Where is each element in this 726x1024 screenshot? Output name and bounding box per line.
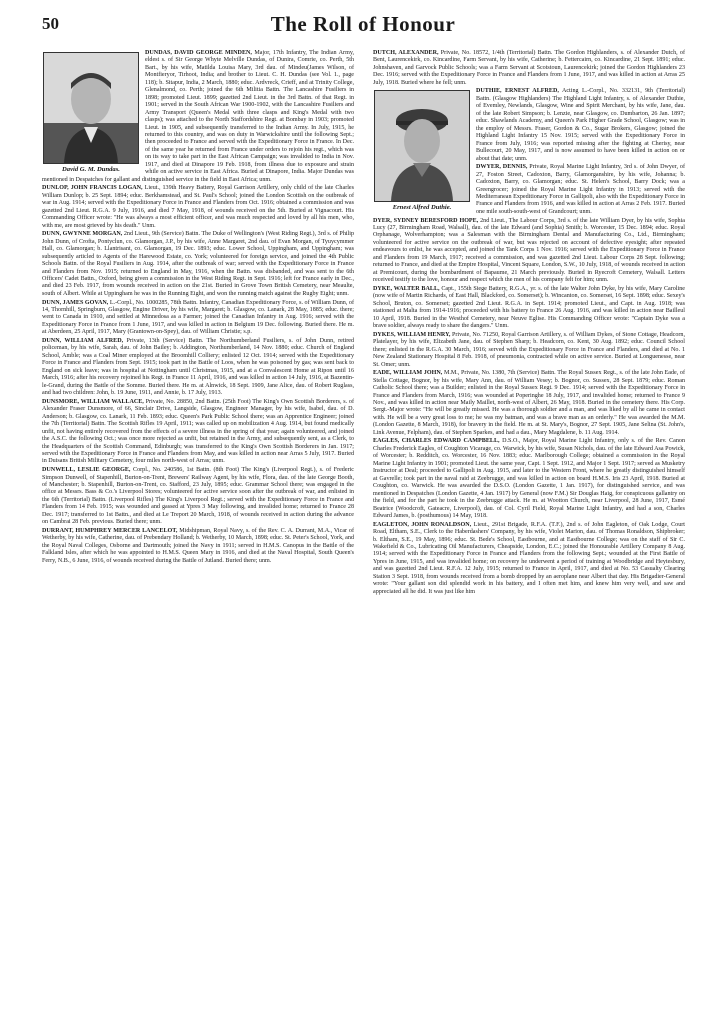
entry-text: Acting L.-Corpl., No. 332131, 9th (Territorial) Battn. (Glasgow Highlanders) The Highland Light Infantry, s. of Alexander Duthie, of Evemley, Newlands, Glasgow, Wine and Spirit Merchant, by his wife, Jane, dau. of the late Robert Simpson; b. Lenzie, near Glasgow, co. Dumbarton, 26 Jan. 1897; educ. Shawlands Academy, and Queen's Park Higher Grade School, Glasgow; was in the employ of Messrs. Fraser, Gordon & Co., Sugar Brokers, Glasgow; joined the Highland Light Infantry 15 Nov. 1915; served with the Expeditionary Force in France from July, 1916; was reported missing after the fighting at Cherisy, near Bullecourt, 20 May, 1917, and is now assumed to have been killed in action on or about that date; unm. xyxy=(476,88,685,162)
entry-name: DWYER, DENNIS, xyxy=(476,164,528,171)
entry-text: M.M., Private, No. 1380, 7th (Service) Battn. The Royal Sussex Regt., s. of the late John Eade, of Stella Cottage, Bognor, by his wife, Mary Ann, dau. of William Vesey; b. Bognor, co. Sussex, 28 Sept. 1879; educ. Roman Catholic School there; was a Builder; enlisted in the Royal Sussex Regt. 9 Dec. 1914; served with the Expeditionary Force in France and Flanders from March, 1916; was wounded at Poperinghe 18 July, 1917, and invalided home; returned to France 9 Nov., and was killed in action near Maily Maillet, north-west of Albert, 26 May, 1918. Buried in the cemetery there. His Corp. Sergt.-Major wrote: "He will be greatly missed. He was a thorough soldier and a man, and was liked by all he came in contact with. He will be a very great loss to me; he was my batman, and was a brave man as an orderly." He was awarded the M.M. (London Gazette, 8 March, 1918), for bravery in the field. He m. at St. Mary's, Bognor, 27 Sept. 1905, Jane Selina (St. John's, Link Avenue, Felpham), dau. of Stephen Sparkes, and had a dau., Mary Magdalene, b. 11 Aug. 1914. xyxy=(373,370,685,436)
entry-text: D.S.O., Major, Royal Marine Light Infantry, only s. of the Rev. Canon Charles Frederick Eagles, of Coughton Vicarage, co. Warwick, by his wife, Susan Nichols, dau. of the late Edward Asa Powick, of Worcester; b. Redditch, co. Worcester, 16 Nov. 1883; educ. Marlborough College; obtained a commission in the Royal Marine Light Infantry in 1901; promoted Lieut. the same year, Capt. 1 Sept. 1912, and Major 1 Sept. 1917; served as Musketry Instructor at Deal; proceeded to Gallipoli in Aug. 1915, and later to the Western Front, where he greatly distinguished himself at Gavrelle; took part in the naval raid at Zeebrugge, and was killed in action on board H.M.S. Iris 23 April, 1918. Buried at Coughton, co. Warwick. He was awarded the D.S.O. (London Gazette, 1 Jan. 1917), for distinguished service, and was mentioned in Despatches (London Gazette, 4 Jan. 1917) by General (now F.M.) Sir Douglas Haig, for conspicuous gallantry on the field, and for the part he took in the Zeebrugge attack. He m. at Wootton Church, near Liverpool, 28 June, 1917, Esmé Beatrice (Woodcroft, Gateacre, Liverpool), dau. of Col. Cyril Field, Royal Marine Light Infantry, and had a son, Charles Edward James, b. (posthumous) 14 May, 1918. xyxy=(373,438,685,519)
portrait-photo xyxy=(43,52,139,164)
entry-name: DUTHIE, ERNEST ALFRED, xyxy=(476,88,559,95)
entry-eagles xyxy=(373,438,685,520)
entry-dunn-gwynne xyxy=(42,231,354,298)
entry-dutch xyxy=(373,50,685,87)
entry-dyer xyxy=(373,218,685,285)
entry-name: DYKE, WALTER BALL, xyxy=(373,285,440,292)
entry-text: Capt., 155th Siege Battery, R.G.A., yr. s. of the late Walter John Dyke, by his wife, Mary Caroline (now wife of Martin Richards, of East Hall, Blackford, co. Somerset); b. Wincanton, co. Somerset, 16 Sept. 1898; educ. Sexey's School, Bruton, co. Somerset; gazetted 2nd Lieut. R.G.A. in Sept. 1914; promoted Lieut., and Capt. in Aug. 1918; was stationed at Malta from 1914-1916; proceeded with his battery to France 26 Aug. 1916, and was killed in action near Bailleul 10 April, 1918. Buried in the Westhof Cemetery, near Neuve Eglise. His Commanding Officer wrote: "Captain Dyke was a brave soldier, always ready to share the dangers." Unm. xyxy=(373,285,685,330)
entry-dunn-william xyxy=(42,338,354,398)
page-title: The Roll of Honour xyxy=(270,12,456,36)
entry-name: EAGLETON, JOHN RONALDSON, xyxy=(373,521,472,528)
entry-name: DUNN, JAMES GOVAN, xyxy=(42,299,109,306)
entry-text: Private, No. 18572, 1/4th (Territorial) Battn. The Gordon Highlanders, s. of Alexander Dutch, of Bent, Laurencekirk, co. Kincardine, Farm Servant, by his wife, Catherine; b. Fettercairn, co. Kincardine, 21 Sept. 1891; educ. Johnshaven, and Garvock Public Schools; was a Farm Servant at Scotstoun, Laurencekirk; joined the Gordon Highlanders 23 Dec. 1916; served with the Expeditionary Force in France and Flanders from 1 June, 1917, and was killed in action at Arras 25 July, 1918. Buried where he fell; unm. xyxy=(373,50,685,86)
entry-dunwell xyxy=(42,467,354,527)
portrait-duthie xyxy=(373,90,471,211)
entry-eagleton xyxy=(373,522,685,597)
entry-text: Private, Royal Marine Light Infantry, 3rd s. of John Dwyer, of 27, Foston Street, Cadoxton, Barry, Glamorganshire, by his wife, Johanna; b. Cadoxton, Barry, co. Glamorgan; educ. St. Helen's School, Barry Dock; was a Greengrocer; joined the Royal Marine Light Infantry in 1913; served with the Mediterranean Expeditionary Force in Gallipoli, also with the Expeditionary Force in France and Flanders from 1916, and was killed in action at Arras 2 Feb. 1917. Buried one mile south-south-west of Grandcourt; unm. xyxy=(476,164,685,215)
entry-dyke xyxy=(373,286,685,331)
portrait-caption: David G. M. Dundas. xyxy=(62,166,120,173)
right-column xyxy=(373,50,685,597)
portrait-dundas xyxy=(42,52,140,173)
portrait-caption: Ernest Alfred Duthie. xyxy=(392,204,452,212)
entry-text: Lieut., 139th Heavy Battery, Royal Garrison Artillery, only child of the late Charles William Dunlop; b. 25 Sept. 1894; educ. Berkhamstead, and St. Paul's School; joined the London Scottish on the outbreak of war in Aug. 1914; served with the Expeditionary Force in France and Flanders from Oct. 1916; obtained a commission and was gazetted 2nd Lieut. R.G.A. 9 July, 1916, and died 7 May, 1918, of wounds received on the 5th. Buried at Vignacourt. His Commanding Officer wrote: "He was always a most efficient officer, and was much respected and loved by all his men, who, with me, are most grieved by his death." Unm. xyxy=(42,185,354,229)
entry-text: Lieut., 291st Brigade, R.F.A. (T.F.), 2nd s. of John Eagleton, of Oak Lodge, Court Road, Eltham, S.E., Clerk to the Haberdashers' Company, by his wife, Violet Marion, dau. of Thomas Ronaldson, Shipbroker; b. Eltham, S.E., 19 May, 1896; educ. St. Bede's School, Eastbourne, and at Eastbourne College; was on the staff of Sir C. Wakefield & Co., Lubricating Oil Manufacturers, Cheapside, London, E.C.; joined the Honourable Artillery Company 8 Aug. 1914; served with the Expeditionary Force in France and Flanders from the following Sept.; wounded at the First Battle of Ypres in June, 1915, and was invalided home; on recovery he underwent a period of training at Woodbridge and Heytesbury, and was gazetted 2nd Lieut. R.F.A. 12 July, 1915; returned to France in April, 1917, and died at No. 53 Casualty Clearing Station 3 Sept. 1918, from wounds received from a bomb dropped by an aeroplane near Albert that day. His Brigadier-General wrote: "Your gallant son did splendid work in his battery, and I often met him, and knew him very well, and saw and appreciated all he did. It was just like him xyxy=(373,521,685,595)
left-column xyxy=(42,50,354,566)
entry-dunsmore xyxy=(42,399,354,466)
entry-name: EAGLES, CHARLES EDWARD CAMPBELL, xyxy=(373,438,500,445)
entry-name: DUNN, WILLIAM ALFRED, xyxy=(42,337,124,344)
page-header xyxy=(42,10,684,38)
entry-text: Major, 17th Infantry, The Indian Army, eldest s. of Sir George Whyte Melville Dundas, of Dunira, Comrie, co. Perth, 5th Bart., by his wife, Matilda Louisa Mary, 3rd dau. of Mindeu(James Wilson, of Montfieryor, Tirhoot, India; and brother to Lieut. C. H. Dundas (see Vol. 1., page 118); b. Sitapur, India, 2 March, 1880; educ. Ardvreck, Crieff, and at Trinity College, Glenalmond, co. Perth; joined the 6th Militia Battn. The Lancashire Fusiliers in 1898; promoted Lieut. 1899; gazetted 2nd Lieut. in the 3rd Battn. of that Regt. in 1901; served in the South African War 1900-1902, with the Lancashire Fusiliers and Army Transport (Queen's Medal with three clasps and King's Medal with two clasps); was attached to the North Staffordshire Regt. at Bombay in 1903; promoted Lieut. in 1905, and subsequently transferred to the Indian Army. In July, 1915, he returned to this country, and was on duty in Warwickshire until the following Sept.; then proceeded to France and served with the Expeditionary Force in France. In Dec. of the same year he returned from France under orders to rejoin his regt., which was on its way to take part in the East African Campaign; was invalided to India in Nov. 1917, and died at Dinapore 19 Feb. 1918, from illness due to exposure and strain while on active service in East Africa. Buried at Dinapore, India. Major Dundas was mentioned in Despatches for gallant and distinguished service in the field in East Africa; unm. xyxy=(42,50,354,183)
entry-text: Private, 13th (Service) Battn. The Northumberland Fusiliers, s. of John Dunn, retired policeman, by his wife, Sarah, dau. of John Bailey; b. Addington, Northumberland, 14 Nov. 1880; educ. Church of England School, Amble; was a Coal Miner employed at the Broomhill Colliery; enlisted 12 Oct. 1914; served with the Expeditionary Force in France and Flanders from Sept. 1915; took part in the Battle of Loos, when he was poisoned by gas; was sent back to England on sick leave; was in hospital at Nottingham until Christmas, 1915, and at a Convalescent Home at Ripon until 16 March, 1916; after his recovery rejoined his Regt. in France 11 April, 1916, and was killed in action 14 July, 1916, at Bazentin-le-Grand, during the Battle of the Somme. Buried there. He m. at Alnwick, 18 Sept. 1909, Jane Alice, dau. of Robert Ruglass, and had two children: John, b. 19 June, 1911, and Annie, b. 17 July, 1913. xyxy=(42,337,354,397)
entry-durrant xyxy=(42,528,354,565)
page-number: 50 xyxy=(42,14,59,33)
entry-text: Corpl., No. 240586, 1st Battn. (8th Foot) The King's (Liverpool Regt.), s. of Frederic Simpson Dunwell, of Stapenhill, Burton-on-Trent, Brewers' Railway Agent, by his wife, Flora, dau. of the late George Booth, of Manchester; b. Stapenhill, Burton-on-Trent, co. Stafford, 23 July, 1895; educ. Grammar School there; was engaged in the office at Messrs. Bass & Co.'s Liverpool Stores; volunteered for active service soon after the outbreak of war, and enlisted in the 6th (Territorial) Battn. (Liverpool Rifles) The King's Liverpool Regt.; served with the Expeditionary Force in France and Flanders from 14 Feb. 1915; was wounded and gassed at Ypres 3 May following, and invalided home; returned to France 28 Dec. 1917; transferred to 1st Battn., and died at Le Treport 20 March, 1918, of wounds received in action during the advance on Cambrai 28 Feb. previous. Buried there; unm. xyxy=(42,467,354,526)
entry-name: DUTCH, ALEXANDER, xyxy=(373,50,439,56)
portrait-photo xyxy=(374,90,470,202)
entry-dunlop xyxy=(42,185,354,230)
entry-name: DURRANT, HUMPHREY MERCER LANCELOT, xyxy=(42,527,178,534)
entry-name: DUNN, GWYNNE MORGAN, xyxy=(42,231,123,238)
entry-name: DUNDAS, DAVID GEORGE MINDEN, xyxy=(145,50,252,56)
entry-name: DUNLOP, JOHN FRANCIS LOGAN, xyxy=(42,185,143,192)
entry-name: DYER, SYDNEY BERESFORD HOPE, xyxy=(373,217,479,224)
entry-text: 2nd Lieut., The Labour Corps, 3rd s. of the late William Dyer, by his wife, Sophia Lucy (27, Birmingham Road, Walsall), dau. of the late Edward (and Sophia) Smith; b. Worcester, 15 Dec. 1894; educ. Royal Orphanage, Wolverhampton; was a Salesman with the Birmingham Dental and Manufacturing Co., Ltd., Birmingham; volunteered for active service on the outbreak of war, but was rejected on account of defective eyesight; after repeated endeavours to enlist, he was accepted, and joined the Tank Corps 1 Nov. 1916; served with the Expeditionary Force in France and Flanders from 19 March, 1917; received a commission, and was gazetted 2nd Lieut. Labour Corps 28 Sept. following; returned to France, and died at the Empire Hospital, Vincent Square, London, S.W., 10 July, 1918, of wounds received in action at Premicourt, during the bombardment of Bapaume, 21 March previously. Buried in Ryecroft Cemetery, Walsall. Letters received testify to the love, honour and respect which the men of his company felt for him; unm. xyxy=(373,217,686,284)
entry-name: DYKES, WILLIAM HENRY, xyxy=(373,331,451,338)
entry-text: Private, No. 28850, 2nd Battn. (25th Foot) The King's Own Scottish Borderers, s. of Alexander Fraser Dunsmore, of 66, Sinclair Drive, Langside, Glasgow, Engineer Manager, by his wife, Isabel, dau. of D. Anderson; b. Glasgow, co. Lanark, 11 Feb. 1893; educ. Queen's Park Public School there; was an Apprentice Engineer; joined the 7th (Territorial) Battn. The Scottish Rifles 19 April, 1911; was called up on mobilization 4 Aug. 1914, but found medically unfit, not having entirely recovered from the effects of a severe illness in the spring of that year; again volunteered, and joined the A.S.C. the following Oct.; was once more rejected as unfit, but retained in the Army, and subsequently sent, as a Clerk, to the Headquarters of the Scottish Command, Edinburgh; was transferred to the King's Own Scottish Borderers in Jan. 1917; served with the Expeditionary Force in France and Flanders from May, and was killed in action near Arras 5 July, 1917. Buried in Duisans British Military Cemetery, four miles north-west of Arras; unm. xyxy=(42,398,354,465)
entry-name: DUNWELL, LESLIE GEORGE, xyxy=(42,467,131,474)
entry-text: Midshipman, Royal Navy, s. of the Rev. C. A. Durrant, M.A., Vicar of Wetherby, by his wife, Catherine, dau. of Prebendary Holland; b. Wetherby, 10 March, 1898; educ. St. Peter's School, York, and the Royal Naval Colleges, Osborne and Dartmouth; joined the Navy in 1911; served in H.M.S. Canopus in the Battle of the Falkland Isles, after which he was appointed to H.M.S. Queen Mary in 1916, and died at the Naval Hospital, South Queen's Ferry, N.B., 6 June, 1916, of wounds received during the Battle of Jutland. Buried there; unm. xyxy=(42,527,354,564)
entry-name: DUNSMORE, WILLIAM WALLACE, xyxy=(42,398,144,405)
entry-dunn-james xyxy=(42,300,354,337)
entry-text: Private, No. 71250, Royal Garrison Artillery, s. of William Dykes, of Stone Cottage, Headcorn, Platelayer, by his wife, Elizabeth Jane, dau. of Stephen Sharp; b. Headcorn, co. Kent, 30 Aug. 1892; educ. Council School there; enlisted in the R.G.A. 30 March, 1916; served with the Expeditionary Force in France and Flanders, and died at No. 1 New Zealand Stationary Hospital 8 Feb. 1918, of pneumonia, contracted while on active service. Buried at Longuenesse, near St. Omer; unm. xyxy=(373,331,685,368)
entry-dykes xyxy=(373,332,685,369)
entry-text: L.-Corpl., No. 1000285, 78th Battn. Infantry, Canadian Expeditionary Force, s. of William Dunn, of 14, Thornhill, Springburn, Glasgow, Engine Driver, by his wife, Margaret; b. Glasgow, co. Lanark, 28 May, 1885; educ. there; went to Canada in 1910, and settled at Minnedosa as a Farmer; joined the Canadian Infantry in Aug. 1916; served with the Expeditionary Force in France from 1 June, 1917, and was killed in action in Belgium 19 Dec. following. Buried there. He m. at Aberdeen, 25 April, 1917, Mary (Grantown-on-Spey), dau. of William Christie; s.p. xyxy=(42,299,355,336)
entry-text: 2nd Lieut., 9th (Service) Battn. The Duke of Wellington's (West Riding Regt.), 3rd s. of Philip John Dunn, of Crofta, Pontyclun, co. Glamorgan, J.P., by his wife, Anne Margaret, 2nd dau. of Evan Morgan, of Tyuycymmer Hall, co. Glamorgan; b. Llantrisant, co. Glamorgan, 19 Dec. 1893; educ. Lower School, Uppingham, and Uppingham; was subsequently articled to Agents of the Harewood Estate, co. York; volunteered for foreign service, and joined the 4th Public Schools Battn. of the Royal Fusiliers in Aug. 1914, after the outbreak of war; served with the Expeditionary Force in France and Flanders from Nov. 1915; returned to England in May, 1916, when the Battn. was disbanded, and was sent to the 6th Officers' Cadet Battn., Oxford, being given a commission in the West Riding Regt. in Sept. 1916; left for France early in Dec., and died 23 Feb. 1917, from wounds received in action on the 21st. Buried in Grove Town British Cemetery, near Meaulte, south of Albert. While at Uppingham he was in the Running Eight, and won the running match against the Rugby Eight; unm. xyxy=(42,231,354,297)
entry-name: EADE, WILLIAM JOHN, xyxy=(373,370,443,377)
entry-eade xyxy=(373,370,685,437)
